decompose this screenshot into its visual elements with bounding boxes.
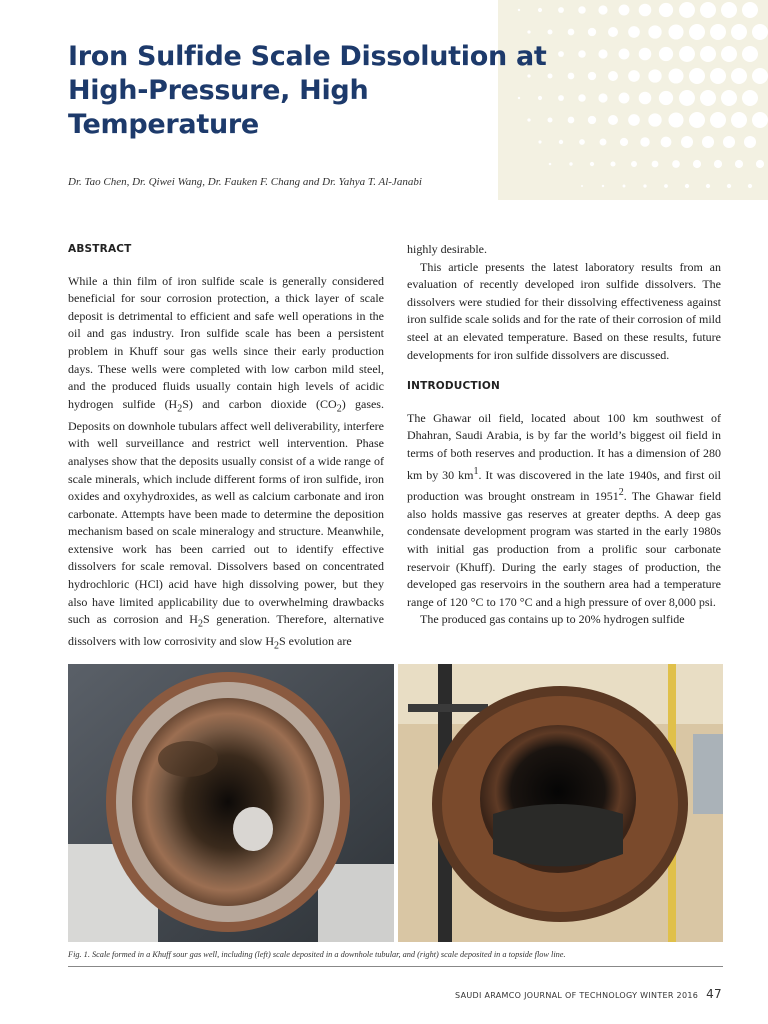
- decorative-dot: [631, 161, 637, 167]
- decorative-dot: [578, 94, 586, 102]
- decorative-dot: [710, 24, 726, 40]
- decorative-dot: [568, 29, 575, 36]
- photo-downhole-tubular-scale: [68, 664, 394, 942]
- decorative-dot: [608, 27, 618, 37]
- decorative-dot: [731, 68, 747, 84]
- decorative-dot: [706, 184, 710, 188]
- decorative-dot: [598, 49, 607, 58]
- decorative-dot: [693, 160, 701, 168]
- decorative-dot: [608, 115, 618, 125]
- decorative-dot: [685, 184, 689, 188]
- decorative-dot: [628, 26, 640, 38]
- decorative-dot: [608, 71, 618, 81]
- decorative-dot: [548, 30, 553, 35]
- decorative-dot: [549, 163, 552, 166]
- decorative-dot: [742, 90, 758, 106]
- decorative-dot: [689, 68, 705, 84]
- decorative-dot: [598, 5, 607, 14]
- decorative-dot: [721, 46, 737, 62]
- decorative-dot: [588, 116, 596, 124]
- decorative-dot: [664, 184, 668, 188]
- page-footer: [455, 987, 722, 1001]
- decorative-dot: [527, 30, 530, 33]
- decorative-dot: [518, 9, 520, 11]
- decorative-dot: [590, 162, 594, 166]
- decorative-dot: [679, 46, 695, 62]
- decorative-dot: [588, 28, 596, 36]
- decorative-dot: [752, 112, 768, 128]
- decorative-dot: [735, 160, 743, 168]
- decorative-dot: [620, 138, 628, 146]
- decorative-dot: [569, 162, 572, 165]
- decorative-dot: [659, 3, 673, 17]
- title-line-2: High-Pressure, High Temperature: [68, 75, 369, 140]
- decorative-dot: [568, 117, 575, 124]
- decorative-dot: [742, 2, 758, 18]
- decorative-dot: [661, 137, 672, 148]
- decorative-dot: [579, 139, 585, 145]
- figure-caption: Fig. 1. Scale formed in a Khuff sour gas well, including (left) scale deposited in a downhole tubular, and (right) scale deposited in a topside flow line.: [68, 950, 566, 959]
- decorative-dot: [619, 93, 630, 104]
- decorative-dot: [752, 24, 768, 40]
- decorative-dot: [568, 73, 575, 80]
- decorative-dot: [648, 113, 661, 126]
- decorative-dot: [748, 184, 752, 188]
- decorative-dot: [648, 25, 661, 38]
- decorative-dot: [600, 139, 607, 146]
- decorative-dot: [679, 2, 695, 18]
- decorative-dot: [640, 137, 649, 146]
- decorative-dot: [639, 4, 652, 17]
- decorative-dot: [710, 112, 726, 128]
- right-column: [407, 241, 721, 629]
- decorative-dot: [639, 48, 652, 61]
- decorative-dot: [668, 112, 683, 127]
- decorative-dot: [681, 136, 693, 148]
- decorative-dot: [723, 136, 735, 148]
- decorative-dot: [721, 90, 737, 106]
- decorative-dot: [727, 184, 731, 188]
- decorative-dot: [700, 46, 716, 62]
- decorative-dot: [648, 69, 661, 82]
- abstract-heading: ABSTRACT: [68, 243, 132, 255]
- decorative-dot: [731, 24, 747, 40]
- decorative-dot: [619, 49, 630, 60]
- introduction-paragraph-2: The produced gas contains up to 20% hydrogen sulfide: [420, 612, 685, 627]
- decorative-dot: [619, 5, 630, 16]
- decorative-dot: [700, 2, 716, 18]
- decorative-dot: [752, 68, 768, 84]
- decorative-dot: [700, 90, 716, 106]
- journal-name: SAUDI ARAMCO JOURNAL OF TECHNOLOGY WINTER 2016: [455, 991, 699, 1000]
- decorative-dot: [558, 7, 564, 13]
- decorative-dot: [702, 136, 714, 148]
- decorative-dot: [623, 185, 626, 188]
- decorative-dot: [672, 160, 680, 168]
- decorative-dot: [710, 68, 726, 84]
- abstract-continuation: highly desirable.: [407, 242, 487, 256]
- decorative-dot: [598, 93, 607, 102]
- decorative-dot: [659, 91, 673, 105]
- decorative-dot: [731, 112, 747, 128]
- decorative-dot: [756, 160, 764, 168]
- decorative-dot: [628, 114, 640, 126]
- introduction-heading: INTRODUCTION: [407, 380, 500, 393]
- decorative-dot: [538, 8, 542, 12]
- decorative-dot: [581, 185, 583, 187]
- decorative-dot: [578, 50, 586, 58]
- title-line-1: Iron Sulfide Scale Dissolution at: [68, 41, 547, 72]
- article-title: [68, 40, 568, 142]
- decorative-dot: [668, 68, 683, 83]
- abstract-paragraph-2: This article presents the latest laboratory results from an evaluation of recently developed iron sulfide dissolvers. The dissolvers were studied for their dissolving effectiveness against iron sulfide scale solids and for the rate of their corrosion of mild steel at an elevated temperature. Based on these results, future developments for iron sulfide dissolvers are discussed.: [407, 259, 721, 362]
- page-number: 47: [706, 987, 722, 1001]
- decorative-dot: [602, 185, 604, 187]
- decorative-dot: [659, 47, 673, 61]
- decorative-dot: [628, 70, 640, 82]
- decorative-dot: [643, 184, 646, 187]
- photo-topside-flow-line-scale: [398, 664, 723, 942]
- decorative-dot: [668, 24, 683, 39]
- decorative-dot: [689, 24, 705, 40]
- decorative-dot: [652, 161, 659, 168]
- left-column: [68, 241, 384, 655]
- authors: Dr. Tao Chen, Dr. Qiwei Wang, Dr. Fauken F. Chang and Dr. Yahya T. Al-Janabi: [68, 176, 422, 188]
- decorative-dot: [742, 46, 758, 62]
- decorative-dot: [744, 136, 756, 148]
- footer-rule: [68, 966, 723, 967]
- decorative-dot: [578, 6, 586, 14]
- decorative-dot: [721, 2, 737, 18]
- abstract-paragraph: While a thin film of iron sulfide scale is generally considered beneficial for sour corrosion protection, a thick layer of scale deposit is detrimental to efficient and safe well operations in the oil and gas industry. Iron sulfide scale has been a persistent problem in Khuff sour gas wells since their early production days. These wells were completed with low carbon mild steel, and the produced fluids usually contain high levels of acidic hydrogen sulfide $(H_2S)$ and carbon dioxide $(CO_2)$ gases. Deposits on downhole tubulars affect well deliverability, interfere with well surveillance and restrict well intervention. Phase analyses show that the deposits usually consist of a wide range of scale minerals, which include different forms of iron sulfide, iron oxides and oxyhydroxides, as well as calcium carbonate and iron carbonate. Attempts have been made to determine the deposition mechanism based on scale mineralogy and structure. Meanwhile, extensive work has been carried out to identify effective dissolvers for scale removal. Dissolvers based on concentrated hydrochloric (HCl) acid have high dissolving power, but they also have limited applicability due to overwhelming drawbacks such as corrosion and $H_2S$ generation. Therefore, alternative dissolvers with low corrosivity and slow $H_2S$ evolution are: [68, 273, 384, 652]
- decorative-dot: [689, 112, 705, 128]
- decorative-dot: [610, 161, 615, 166]
- decorative-dot: [714, 160, 722, 168]
- decorative-dot: [588, 72, 596, 80]
- decorative-dot: [679, 90, 695, 106]
- introduction-paragraph: The Ghawar oil field, located about 100 km southwest of Dhahran, Saudi Arabia, is by far the world’s biggest oil field in terms of both reserves and production. It has a dimension of 280 km by 30 $km^1$. It was discovered in the late 1940s, and first oil production was brought onstream in 1951$^2$. The Ghawar field also holds massive gas reserves at greater depths. A deep gas condensate development program was started in the early 1980s with initial gas production from a prolific sour carbonate reservoir (Khuff). During the early stages of production, the developed gas reservoirs in the southern area had a temperature range of 120 °C to 170 °C and a high pressure of over 8,000 psi.: [407, 410, 721, 609]
- decorative-dot: [639, 92, 652, 105]
